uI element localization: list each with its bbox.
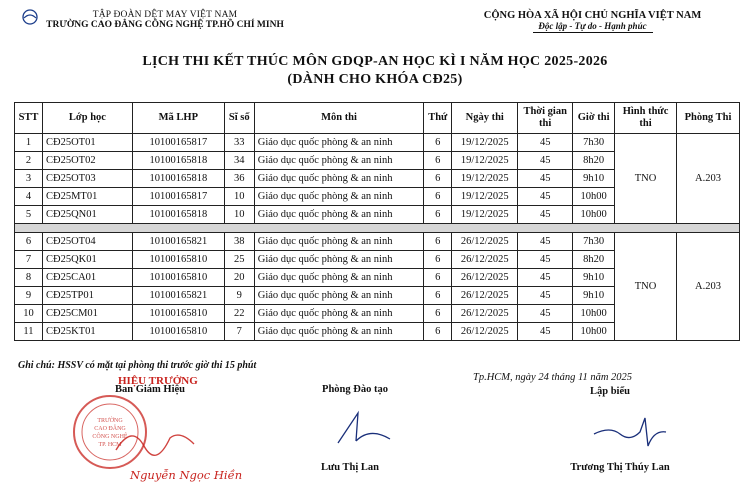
cell-class: CĐ25KT01 bbox=[42, 323, 132, 341]
svg-text:TRƯỜNG: TRƯỜNG bbox=[97, 418, 123, 424]
cell-class: CĐ25OT02 bbox=[42, 152, 132, 170]
cell-duration: 45 bbox=[518, 206, 573, 224]
col-header: STT bbox=[15, 103, 43, 134]
exam-note: Ghi chú: HSSV có mặt tại phòng thi trước giờ thi 15 phút bbox=[18, 360, 257, 371]
cell-weekday: 6 bbox=[424, 233, 452, 251]
cell-stt: 1 bbox=[15, 134, 43, 152]
cell-class: CĐ25QN01 bbox=[42, 206, 132, 224]
cell-class: CĐ25QK01 bbox=[42, 251, 132, 269]
cell-duration: 45 bbox=[518, 188, 573, 206]
cell-time: 10h00 bbox=[573, 305, 615, 323]
cell-date: 19/12/2025 bbox=[452, 206, 518, 224]
exam-schedule-table bbox=[14, 102, 740, 341]
cell-code: 10100165810 bbox=[132, 305, 224, 323]
table-row bbox=[15, 233, 740, 251]
cell-subject: Giáo dục quốc phòng & an ninh bbox=[254, 152, 424, 170]
cell-time: 7h30 bbox=[573, 134, 615, 152]
cell-subject: Giáo dục quốc phòng & an ninh bbox=[254, 305, 424, 323]
page-subtitle: (DÀNH CHO KHÓA CĐ25) bbox=[287, 72, 463, 87]
cell-weekday: 6 bbox=[424, 134, 452, 152]
cell-exam-format: TNO bbox=[615, 134, 677, 224]
col-header: Lớp học bbox=[42, 103, 132, 134]
cell-date: 26/12/2025 bbox=[452, 269, 518, 287]
cell-duration: 45 bbox=[518, 134, 573, 152]
cell-date: 26/12/2025 bbox=[452, 251, 518, 269]
cell-stt: 6 bbox=[15, 233, 43, 251]
cell-class: CĐ25MT01 bbox=[42, 188, 132, 206]
cell-subject: Giáo dục quốc phòng & an ninh bbox=[254, 188, 424, 206]
table-header-row bbox=[15, 103, 740, 134]
cell-date: 26/12/2025 bbox=[452, 287, 518, 305]
cell-code: 10100165817 bbox=[132, 134, 224, 152]
cell-size: 25 bbox=[224, 251, 254, 269]
cell-weekday: 6 bbox=[424, 152, 452, 170]
col-header: Hình thức thi bbox=[615, 103, 677, 134]
cell-class: CĐ25TP01 bbox=[42, 287, 132, 305]
cell-class: CĐ25OT01 bbox=[42, 134, 132, 152]
motto-underline bbox=[533, 32, 653, 33]
cell-size: 33 bbox=[224, 134, 254, 152]
cell-size: 34 bbox=[224, 152, 254, 170]
cell-time: 10h00 bbox=[573, 188, 615, 206]
cell-duration: 45 bbox=[518, 305, 573, 323]
cell-subject: Giáo dục quốc phòng & an ninh bbox=[254, 251, 424, 269]
cell-weekday: 6 bbox=[424, 170, 452, 188]
cell-weekday: 6 bbox=[424, 323, 452, 341]
col-header: Thứ bbox=[424, 103, 452, 134]
cell-code: 10100165810 bbox=[132, 269, 224, 287]
cell-time: 10h00 bbox=[573, 323, 615, 341]
cell-code: 10100165818 bbox=[132, 206, 224, 224]
compiler-signature-icon bbox=[590, 412, 670, 452]
cell-size: 9 bbox=[224, 287, 254, 305]
cell-class: CĐ25CA01 bbox=[42, 269, 132, 287]
cell-time: 9h10 bbox=[573, 287, 615, 305]
cell-class: CĐ25CM01 bbox=[42, 305, 132, 323]
motto: Độc lập - Tự do - Hạnh phúc bbox=[538, 21, 647, 31]
cell-duration: 45 bbox=[518, 152, 573, 170]
cell-size: 20 bbox=[224, 269, 254, 287]
col-header: Giờ thi bbox=[573, 103, 615, 134]
cell-stt: 2 bbox=[15, 152, 43, 170]
school-name: TRƯỜNG CAO ĐẲNG CÔNG NGHỆ TP.HỒ CHÍ MINH bbox=[46, 20, 284, 30]
cell-size: 10 bbox=[224, 188, 254, 206]
cell-exam-format: TNO bbox=[615, 233, 677, 341]
compiler-label: Lập biểu bbox=[590, 386, 630, 397]
org-name: TẬP ĐOÀN DỆT MAY VIỆT NAM bbox=[92, 10, 238, 20]
compiler-name: Trương Thị Thúy Lan bbox=[570, 462, 670, 473]
cell-time: 10h00 bbox=[573, 206, 615, 224]
cell-weekday: 6 bbox=[424, 305, 452, 323]
cell-date: 19/12/2025 bbox=[452, 170, 518, 188]
board-label: Ban Giám Hiệu bbox=[114, 384, 185, 395]
col-header: Phòng Thi bbox=[677, 103, 740, 134]
cell-code: 10100165810 bbox=[132, 323, 224, 341]
header-right bbox=[455, 10, 730, 33]
cell-subject: Giáo dục quốc phòng & an ninh bbox=[254, 134, 424, 152]
group-separator-row bbox=[15, 224, 740, 233]
cell-stt: 10 bbox=[15, 305, 43, 323]
cell-date: 26/12/2025 bbox=[452, 233, 518, 251]
cell-stt: 8 bbox=[15, 269, 43, 287]
cell-time: 9h10 bbox=[573, 170, 615, 188]
signing-date: Tp.HCM, ngày 24 tháng 11 năm 2025 bbox=[473, 372, 633, 383]
col-header: Sĩ số bbox=[224, 103, 254, 134]
separator-cell bbox=[15, 224, 740, 233]
cell-date: 19/12/2025 bbox=[452, 134, 518, 152]
cell-code: 10100165810 bbox=[132, 251, 224, 269]
cell-class: CĐ25OT03 bbox=[42, 170, 132, 188]
cell-date: 19/12/2025 bbox=[452, 152, 518, 170]
page-title: LỊCH THI KẾT THÚC MÔN GDQP-AN HỌC KÌ I NĂM HỌC 2025-2026 bbox=[142, 54, 608, 69]
header-left bbox=[40, 10, 290, 30]
cell-subject: Giáo dục quốc phòng & an ninh bbox=[254, 269, 424, 287]
cell-date: 26/12/2025 bbox=[452, 323, 518, 341]
col-header: Mã LHP bbox=[132, 103, 224, 134]
cell-weekday: 6 bbox=[424, 206, 452, 224]
col-header: Môn thi bbox=[254, 103, 424, 134]
training-office-label: Phòng Đào tạo bbox=[322, 384, 388, 395]
cell-stt: 11 bbox=[15, 323, 43, 341]
cell-duration: 45 bbox=[518, 323, 573, 341]
cell-stt: 7 bbox=[15, 251, 43, 269]
cell-size: 38 bbox=[224, 233, 254, 251]
cell-subject: Giáo dục quốc phòng & an ninh bbox=[254, 287, 424, 305]
col-header: Ngày thi bbox=[452, 103, 518, 134]
cell-code: 10100165817 bbox=[132, 188, 224, 206]
cell-size: 36 bbox=[224, 170, 254, 188]
col-header: Thời gian thi bbox=[518, 103, 573, 134]
cell-date: 19/12/2025 bbox=[452, 188, 518, 206]
cell-room: A.203 bbox=[677, 134, 740, 224]
cell-stt: 3 bbox=[15, 170, 43, 188]
cell-time: 8h20 bbox=[573, 152, 615, 170]
cell-date: 26/12/2025 bbox=[452, 305, 518, 323]
cell-duration: 45 bbox=[518, 269, 573, 287]
school-logo-icon bbox=[20, 9, 40, 25]
cell-time: 7h30 bbox=[573, 233, 615, 251]
rector-name: Nguyễn Ngọc Hiền bbox=[130, 468, 243, 482]
cell-duration: 45 bbox=[518, 170, 573, 188]
table-row bbox=[15, 134, 740, 152]
cell-subject: Giáo dục quốc phòng & an ninh bbox=[254, 323, 424, 341]
cell-subject: Giáo dục quốc phòng & an ninh bbox=[254, 206, 424, 224]
cell-weekday: 6 bbox=[424, 188, 452, 206]
cell-time: 9h10 bbox=[573, 269, 615, 287]
cell-size: 7 bbox=[224, 323, 254, 341]
cell-stt: 5 bbox=[15, 206, 43, 224]
country-name: CỘNG HÒA XÃ HỘI CHỦ NGHĨA VIỆT NAM bbox=[483, 10, 702, 21]
cell-stt: 9 bbox=[15, 287, 43, 305]
cell-duration: 45 bbox=[518, 287, 573, 305]
cell-size: 22 bbox=[224, 305, 254, 323]
rector-title: HIỆU TRƯỞNG bbox=[118, 375, 198, 387]
cell-weekday: 6 bbox=[424, 251, 452, 269]
svg-text:TP. HCM: TP. HCM bbox=[98, 442, 122, 448]
cell-duration: 45 bbox=[518, 233, 573, 251]
cell-subject: Giáo dục quốc phòng & an ninh bbox=[254, 170, 424, 188]
training-signature-icon bbox=[330, 405, 400, 450]
cell-time: 8h20 bbox=[573, 251, 615, 269]
cell-room: A.203 bbox=[677, 233, 740, 341]
cell-weekday: 6 bbox=[424, 287, 452, 305]
cell-size: 10 bbox=[224, 206, 254, 224]
cell-code: 10100165821 bbox=[132, 287, 224, 305]
cell-code: 10100165818 bbox=[132, 152, 224, 170]
cell-subject: Giáo dục quốc phòng & an ninh bbox=[254, 233, 424, 251]
cell-code: 10100165821 bbox=[132, 233, 224, 251]
cell-duration: 45 bbox=[518, 251, 573, 269]
svg-text:CAO ĐẲNG: CAO ĐẲNG bbox=[94, 426, 126, 432]
svg-text:CÔNG NGHỆ: CÔNG NGHỆ bbox=[92, 434, 128, 440]
cell-stt: 4 bbox=[15, 188, 43, 206]
cell-code: 10100165818 bbox=[132, 170, 224, 188]
cell-class: CĐ25OT04 bbox=[42, 233, 132, 251]
rector-signature-icon bbox=[110, 420, 200, 460]
cell-weekday: 6 bbox=[424, 269, 452, 287]
training-officer-name: Lưu Thị Lan bbox=[320, 462, 380, 473]
